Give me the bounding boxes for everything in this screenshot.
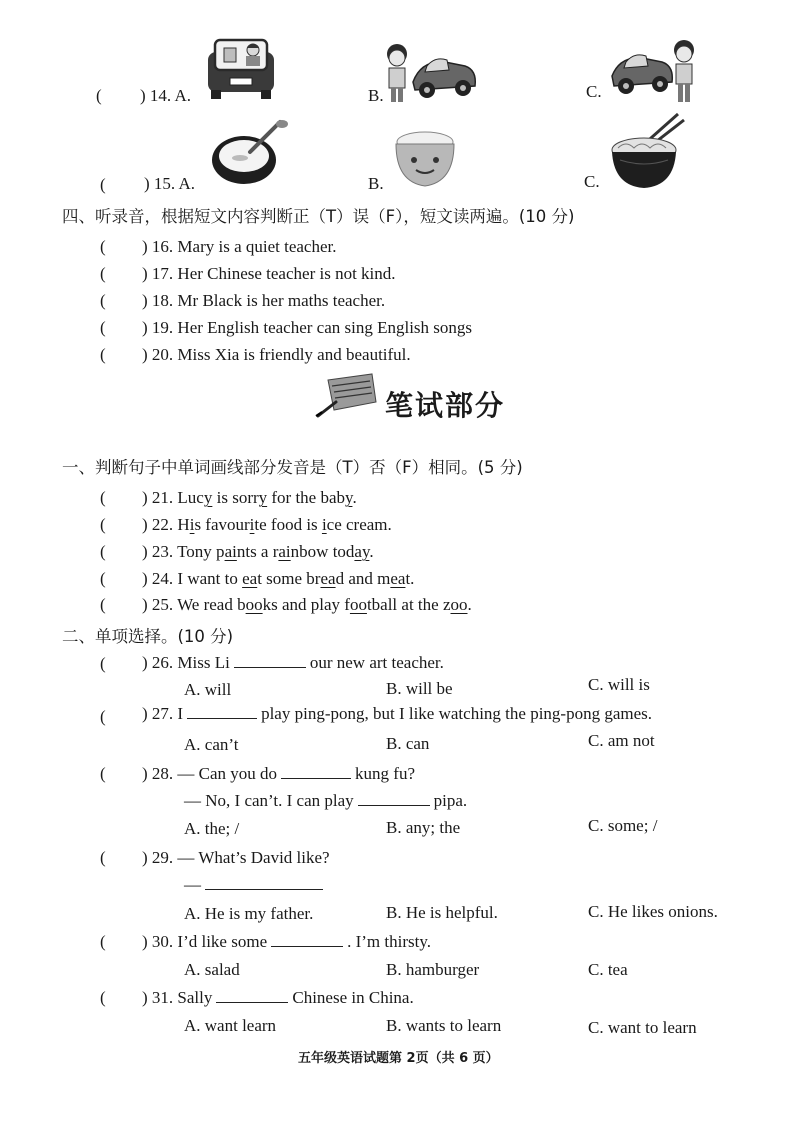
option-14-b: B. bbox=[368, 86, 384, 105]
option-29-a: A. He is my father. bbox=[184, 904, 314, 923]
option-30-a: A. salad bbox=[184, 960, 240, 979]
question-18: ) 18. Mr Black is her maths teacher. bbox=[142, 291, 386, 310]
option-31-b: B. wants to learn bbox=[386, 1016, 502, 1035]
written-part-title: 笔试部分 bbox=[385, 389, 506, 422]
section-4-heading: 四、听录音，根据短文内容判断正（T）误（F），短文读两遍。(10 分) bbox=[62, 207, 575, 226]
option-28-b: B. any; the bbox=[386, 818, 461, 837]
answer-blank[interactable] bbox=[187, 717, 257, 719]
question-22: ) 22. His favourite food is ice cream. bbox=[142, 515, 392, 534]
option-15-b: B. bbox=[368, 174, 384, 193]
question-29: ) 29. — What’s David like? bbox=[142, 848, 330, 867]
question-15-label: ) 15. A. bbox=[144, 174, 195, 193]
question-19: ) 19. Her English teacher can sing English songs bbox=[142, 318, 473, 337]
soup-bowl-with-spoon-image bbox=[210, 118, 290, 188]
option-27-c: C. am not bbox=[588, 731, 655, 750]
option-31-a: A. want learn bbox=[184, 1016, 277, 1035]
car-with-driver-image bbox=[206, 38, 276, 100]
answer-blank[interactable] bbox=[216, 1001, 288, 1003]
part-1-heading: 一、判断句子中单词画线部分发音是（T）否（F）相同。(5 分) bbox=[62, 458, 523, 477]
toy-car-and-boy-image bbox=[608, 40, 704, 108]
question-21: ) 21. Lucy is sorry for the baby. bbox=[142, 488, 357, 507]
option-28-a: A. the; / bbox=[184, 819, 240, 838]
question-30: ) 30. I’d like some . I’m thirsty. bbox=[142, 932, 431, 951]
question-25: ) 25. We read books and play football at the zoo. bbox=[142, 595, 472, 614]
noodle-bowl-with-chopsticks-image bbox=[608, 110, 688, 192]
answer-blank[interactable] bbox=[281, 777, 351, 779]
option-30-c: C. tea bbox=[588, 960, 628, 979]
question-28: ) 28. — Can you do kung fu? bbox=[142, 764, 416, 783]
option-26-b: B. will be bbox=[386, 679, 453, 698]
question-24: ) 24. I want to eat some bread and meat. bbox=[142, 569, 415, 588]
option-26-c: C. will is bbox=[588, 675, 650, 694]
answer-blank[interactable] bbox=[358, 804, 430, 806]
answer-blank[interactable] bbox=[271, 945, 343, 947]
option-26-a: A. will bbox=[184, 680, 232, 699]
pen-and-paper-icon bbox=[314, 372, 378, 418]
question-20: ) 20. Miss Xia is friendly and beautiful. bbox=[142, 345, 411, 364]
question-29-reply: — bbox=[184, 875, 327, 895]
option-28-c: C. some; / bbox=[588, 816, 658, 835]
answer-blank[interactable] bbox=[205, 888, 323, 890]
question-23: ) 23. Tony paints a rainbow today. bbox=[142, 542, 374, 561]
option-29-b: B. He is helpful. bbox=[386, 903, 498, 922]
option-30-b: B. hamburger bbox=[386, 960, 480, 979]
boy-and-toy-car-image bbox=[383, 42, 479, 110]
question-16: ) 16. Mary is a quiet teacher. bbox=[142, 237, 337, 256]
option-15-c: C. bbox=[584, 172, 600, 191]
question-28-reply: — No, I can’t. I can play pipa. bbox=[184, 791, 468, 810]
option-14-c: C. bbox=[586, 82, 602, 101]
option-31-c: C. want to learn bbox=[588, 1018, 697, 1037]
question-27: ) 27. I play ping-pong, but I like watching the ping-pong games. bbox=[142, 704, 653, 723]
question-31: ) 31. Sally Chinese in China. bbox=[142, 988, 414, 1007]
option-27-b: B. can bbox=[386, 734, 430, 753]
page-footer: 五年级英语试题第 2页（共 6 页） bbox=[298, 1051, 499, 1066]
answer-blank[interactable] bbox=[234, 666, 306, 668]
rice-bowl-face-image bbox=[392, 126, 458, 190]
option-27-a: A. can’t bbox=[184, 735, 239, 754]
question-14-label: ) 14. A. bbox=[140, 86, 191, 105]
question-26: ) 26. Miss Li our new art teacher. bbox=[142, 653, 444, 672]
part-2-heading: 二、单项选择。(10 分) bbox=[62, 627, 234, 646]
question-17: ) 17. Her Chinese teacher is not kind. bbox=[142, 264, 396, 283]
option-29-c: C. He likes onions. bbox=[588, 902, 718, 921]
